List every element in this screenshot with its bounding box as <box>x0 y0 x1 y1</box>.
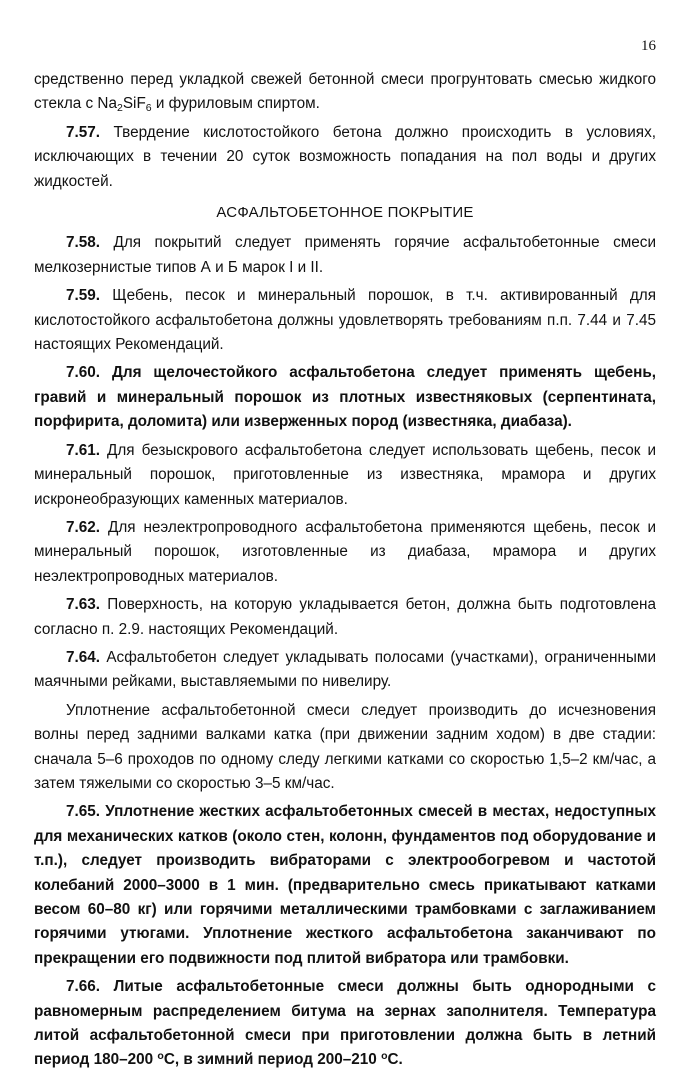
degree-sign: о <box>381 1050 388 1063</box>
clause-number: 7.60. <box>66 364 101 382</box>
page-number: 16 <box>641 38 656 54</box>
clause-number: 7.61. <box>66 441 101 459</box>
clause-number: 7.63. <box>66 596 101 614</box>
paragraph-7-58 <box>34 231 656 280</box>
clause-number: 7.64. <box>66 648 101 666</box>
degree-sign: о <box>157 1050 164 1063</box>
document-body <box>34 68 656 1077</box>
paragraph-7-60 <box>34 361 656 434</box>
clause-number: 7.57. <box>66 123 101 141</box>
clause-text: Щебень, песок и минеральный порошок, в т.ч. активированный для кислотостойкого асфальтобетона должны удовлетворять требованиям п.п. 7.44 и 7.45 настоящих Рекомендаций. <box>34 287 656 354</box>
paragraph-7-64 <box>34 646 656 695</box>
paragraph-7-66 <box>34 975 656 1073</box>
clause-number: 7.58. <box>66 234 101 252</box>
section-title: АСФАЛЬТОБЕТОННОЕ ПОКРЫТИЕ <box>216 204 474 222</box>
clause-text: Для неэлектропроводного асфальтобетона применяются щебень, песок и минеральный порошок, изготовленные из диабаза, мрамора и других неэлектропроводных материалов. <box>34 518 656 585</box>
paragraph-continuation <box>34 68 656 117</box>
clause-text: Уплотнение жестких асфальтобетонных смесей в местах, недоступных для механических катков (около стен, колонн, фундаментов под оборудование и т.п.), следует производить вибраторами с электрообогревом и частотой колебаний 2000–3000 в 1 мин. (предварительно смесь прикатывают катками весом 60–80 кг) или горячими металлическими трамбовками с заглаживанием горячими утюгами. Уплотнение жесткого асфальтобетона заканчивают по прекращении его подвижности под плитой вибратора или трамбовки. <box>34 803 656 967</box>
clause-number: 7.62. <box>66 518 101 536</box>
clause-text: Уплотнение асфальтобетонной смеси следует производить до исчезновения волны перед задними валками катка (при движении задним ходом) в две стадии: сначала 5–6 проходов по одному следу легкими катками со скоростью 1,5–2 км/час, а затем тяжелыми со скоростью 3–5 км/час. <box>34 701 656 792</box>
clause-text: Литые асфальтобетонные смеси должны быть однородными с равномерным распределением битума на зернах заполнителя. Температура литой асфальтобетонной смеси при приготовлении должна быть в летний период 180–200 <box>34 978 656 1069</box>
clause-text: Твердение кислотостойкого бетона должно происходить в условиях, исключающих в течении 20 суток возможность попадания на пол воды и других жидкостей. <box>34 123 656 190</box>
paragraph-7-65 <box>34 800 656 971</box>
text: SiF <box>122 95 146 113</box>
paragraph-7-63 <box>34 593 656 642</box>
subscript: 6 <box>145 102 152 115</box>
clause-text: Для покрытий следует применять горячие асфальтобетонные смеси мелкозернистые типов А и Б марок I и II. <box>34 234 656 276</box>
paragraph-7-59 <box>34 284 656 357</box>
paragraph-7-61 <box>34 439 656 512</box>
clause-number: 7.66. <box>66 978 101 996</box>
clause-text: Асфальтобетон следует укладывать полосами (участками), ограниченными маячными рейками, выставляемыми по нивелиру. <box>34 648 656 691</box>
text: и фуриловым спиртом. <box>151 95 320 113</box>
clause-number: 7.65. <box>66 803 101 821</box>
subscript: 2 <box>117 102 123 115</box>
paragraph-7-62 <box>34 516 656 589</box>
paragraph-7-57 <box>34 121 656 194</box>
paragraph-compaction <box>34 699 656 797</box>
clause-text: С. <box>387 1051 403 1069</box>
clause-text: Поверхность, на которую укладывается бетон, должна быть подготовлена согласно п. 2.9. настоящих Рекомендаций. <box>34 596 656 638</box>
clause-text: Для безыскрового асфальтобетона следует использовать щебень, песок и минеральный порошок, приготовленные из известняка, мрамора и других искронеобразующих каменных материалов. <box>34 441 656 508</box>
clause-text: Для щелочестойкого асфальтобетона следует применять щебень, гравий и минеральный порошок из плотных известняковых (серпентината, порфирита, доломита) или изверженных пород (известняка, диабаза). <box>34 364 656 431</box>
clause-text: С, в зимний период 200–210 <box>163 1051 382 1069</box>
text: средственно перед укладкой свежей бетонной смеси прогрунтовать смесью жидкого стекла с Na <box>34 71 656 113</box>
clause-number: 7.59. <box>66 287 101 305</box>
